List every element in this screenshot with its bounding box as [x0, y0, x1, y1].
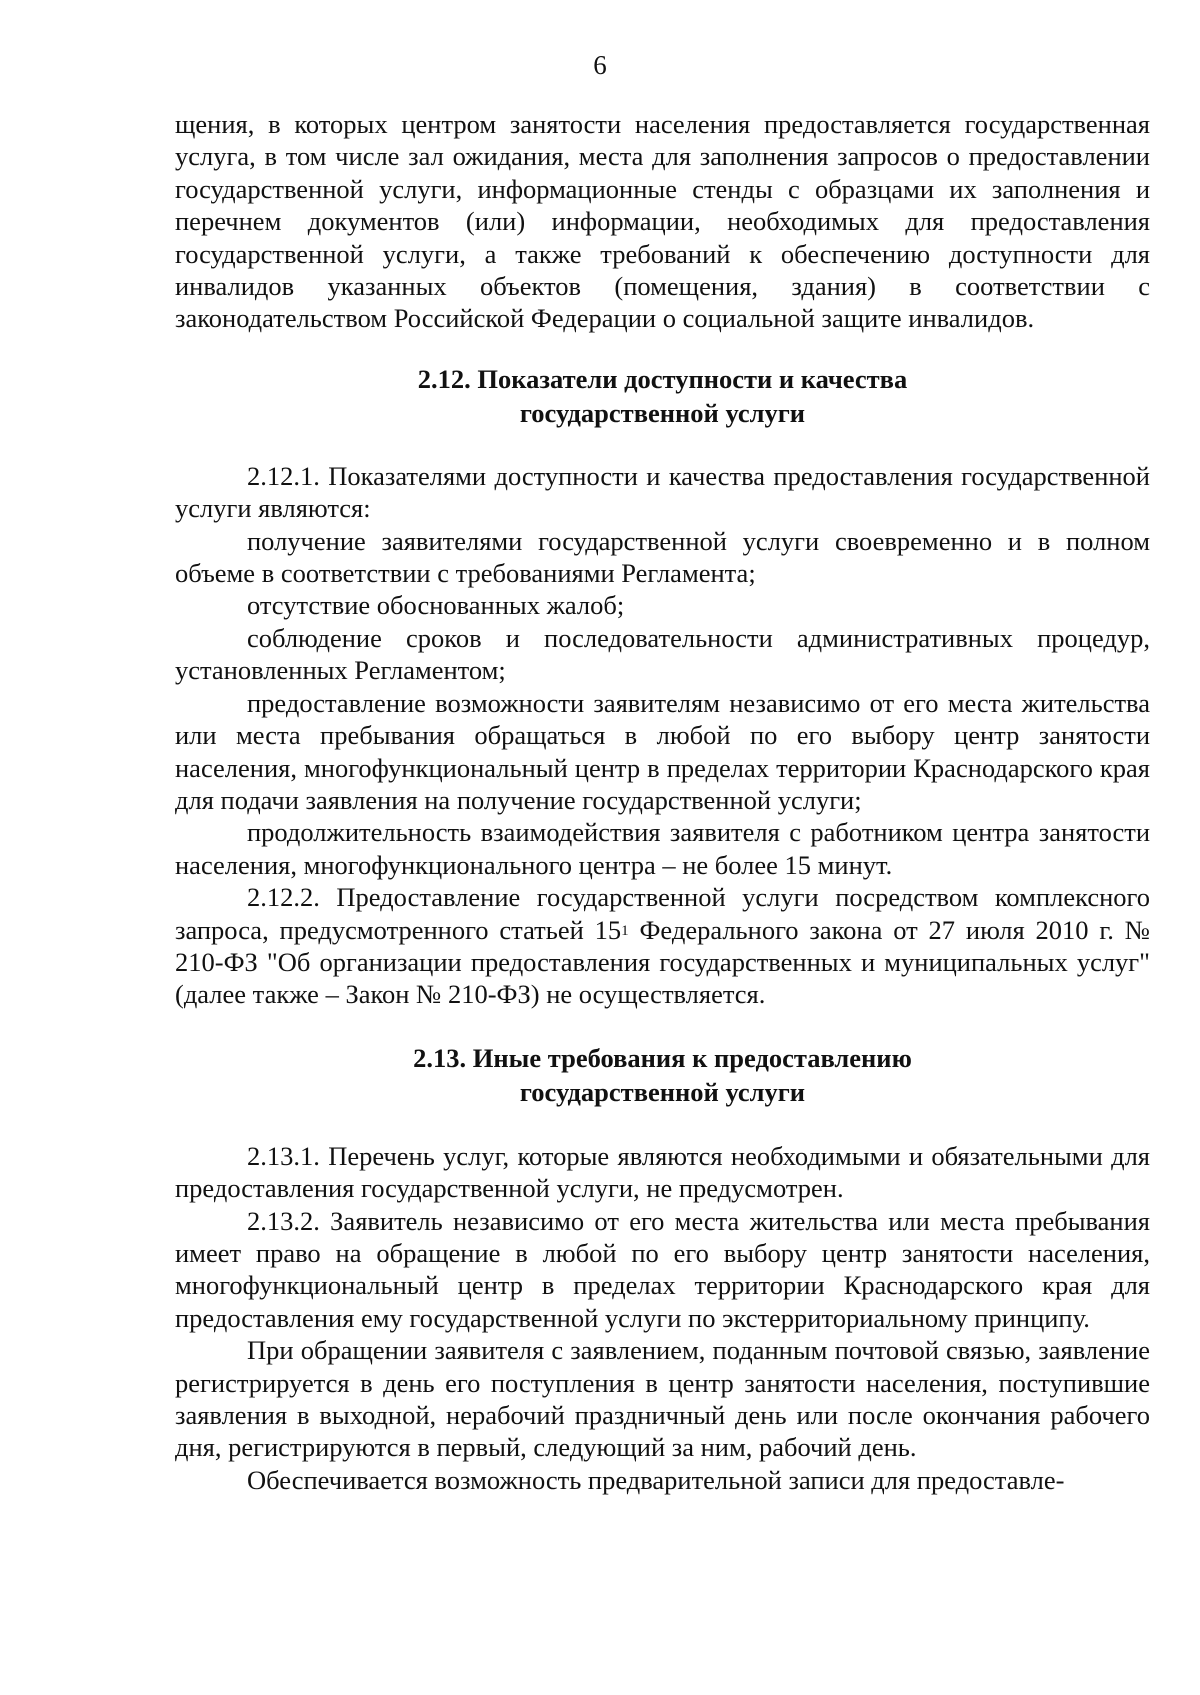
paragraph-2-12-2-text-b: Федерального закона от 27 июля 2010 г. № 210-ФЗ "Об организации предоставления государственных и муниципальных услуг" (далее также – Закон № 210-ФЗ) не осуществляется.: [175, 914, 1150, 1010]
section-2-13-heading: [175, 1041, 1150, 1109]
list-item-any-center: предоставление возможности заявителям независимо от его места жительства или места пребывания обращаться в любой по его выбору центр занятости населения, многофункциональный центр в пределах территории Краснодарского края для подачи заявления на получение государственной услуги;: [175, 687, 1150, 815]
list-item-deadlines: соблюдение сроков и последовательности административных процедур, установленных Регламентом;: [175, 622, 1150, 686]
list-item-interaction-duration: продолжительность взаимодействия заявителя с работником центра занятости населения, многофункционального центра – не более 15 минут.: [175, 817, 1150, 880]
list-item-no-complaints: отсутствие обоснованных жалоб;: [247, 590, 625, 621]
superscript-1: 1: [621, 922, 629, 939]
paragraph-2-12-1: 2.12.1. Показателями доступности и качества предоставления государственной услуги являются:: [175, 460, 1150, 524]
intro-paragraph: щения, в которых центром занятости населения предоставляется государственная услуга, в том числе зал ожидания, места для заполнения запросов о предоставлении государственной услуги, информационные стенды с образцами их заполнения и перечнем документов (или) информации, необходимых для предоставления государственной услуги, а также требований к обеспечению доступности для инвалидов указанных объектов (помещения, здания) в соответствии с законодательством Российской Федерации о социальной защите инвалидов.: [175, 109, 1150, 334]
page-content: [175, 108, 1150, 1496]
paragraph-2-12-2-text-a: 2.12.2. Предоставление государственной услуги посредством комплексного запроса, предусмотренного статьей 15: [175, 882, 1150, 945]
paragraph-2-13-2: 2.13.2. Заявитель независимо от его места жительства или места пребывания имеет право на обращение в любой по его выбору центр занятости населения, многофункциональный центр в пределах территории Краснодарского края для предоставления ему государственной услуги по экстерриториальному принципу.: [175, 1205, 1150, 1333]
section-2-13-heading-line2: государственной услуги: [519, 1076, 806, 1107]
list-item-timely-service: получение заявителями государственной услуги своевременно и в полном объеме в соответствии с требованиями Регламента;: [175, 525, 1150, 589]
section-2-12-heading-line1: 2.12. Показатели доступности и качества: [417, 363, 908, 394]
section-2-12-heading: [175, 362, 1150, 430]
paragraph-2-13-1: 2.13.1. Перечень услуг, которые являются необходимыми и обязательными для предоставления государственной услуги, не предусмотрен.: [175, 1140, 1150, 1204]
section-2-12-heading-line2: государственной услуги: [519, 397, 806, 428]
section-2-13-heading-line1: 2.13. Иные требования к предоставлению: [413, 1042, 912, 1073]
paragraph-preliminary-registration: Обеспечивается возможность предварительной записи для предоставле-: [247, 1464, 1065, 1495]
paragraph-postal-applications: При обращении заявителя с заявлением, поданным почтовой связью, заявление регистрируется в день его поступления в центр занятости населения, поступившие заявления в выходной, нерабочий праздничный день или после окончания рабочего дня, регистрируются в первый, следующий за ним, рабочий день.: [175, 1335, 1150, 1463]
page-number: 6: [593, 50, 607, 80]
paragraph-2-12-2: [175, 881, 1150, 1011]
